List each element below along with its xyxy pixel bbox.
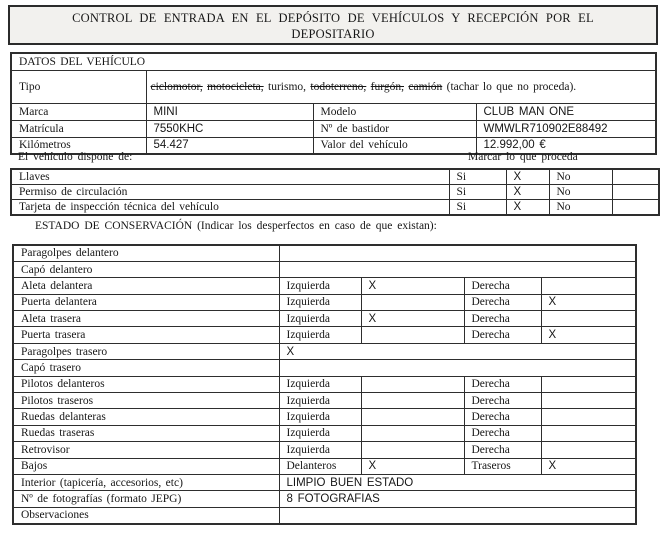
valor-value: 12.992,00 € bbox=[476, 137, 656, 154]
left-mark-cell: X bbox=[361, 311, 464, 327]
estado-part-label: Capó trasero bbox=[13, 360, 279, 376]
estado-part-label: Retrovisor bbox=[13, 442, 279, 458]
dispone-row-permiso bbox=[11, 185, 659, 200]
side-label-right: Traseros bbox=[464, 458, 541, 474]
estado-row bbox=[13, 507, 636, 523]
si-label: Si bbox=[449, 169, 506, 185]
side-label-right: Derecha bbox=[464, 311, 541, 327]
form-title-box bbox=[8, 5, 658, 45]
estado-table bbox=[12, 244, 637, 525]
dispone-row-tarjeta bbox=[11, 200, 659, 216]
bastidor-value: WMWLR710902E88492 bbox=[476, 120, 656, 137]
bastidor-label: Nº de bastidor bbox=[313, 120, 476, 137]
left-mark-cell: X bbox=[361, 278, 464, 294]
left-mark-cell: X bbox=[361, 458, 464, 474]
estado-merged-value bbox=[279, 360, 636, 376]
valor-label: Valor del vehículo bbox=[313, 137, 476, 154]
modelo-value: CLUB MAN ONE bbox=[476, 103, 656, 120]
estado-part-label: Aleta trasera bbox=[13, 311, 279, 327]
estado-row bbox=[13, 425, 636, 441]
tipo-option-todoterreno: todoterreno, bbox=[310, 80, 367, 93]
marca-value: MINI bbox=[146, 103, 313, 120]
section-title-datos-del-vehiculo: DATOS DEL VEHÍCULO bbox=[11, 53, 656, 70]
estado-part-label: Puerta trasera bbox=[13, 327, 279, 343]
estado-part-label: Observaciones bbox=[13, 507, 279, 523]
side-label-left: Izquierda bbox=[279, 376, 361, 392]
dispone-row-llaves bbox=[11, 169, 659, 185]
dispone-item-label: Llaves bbox=[11, 169, 449, 185]
side-label-left: Izquierda bbox=[279, 409, 361, 425]
fotografias-value: 8 FOTOGRAFIAS bbox=[279, 491, 636, 507]
estado-row bbox=[13, 245, 636, 261]
estado-section-heading: ESTADO DE CONSERVACIÓN (Indicar los desperfectos en caso de que existan): bbox=[35, 220, 437, 232]
right-mark-cell: X bbox=[541, 327, 636, 343]
left-mark-cell bbox=[361, 442, 464, 458]
left-mark-cell bbox=[361, 294, 464, 310]
interior-value: LIMPIO BUEN ESTADO bbox=[279, 474, 636, 490]
estado-part-label: Pilotos delanteros bbox=[13, 376, 279, 392]
dispone-table bbox=[10, 168, 660, 216]
estado-part-label: Paragolpes trasero bbox=[13, 343, 279, 359]
side-label-right: Derecha bbox=[464, 442, 541, 458]
left-mark-cell bbox=[361, 376, 464, 392]
marcar-heading: Marcar lo que proceda bbox=[468, 151, 578, 163]
right-mark-cell: X bbox=[541, 294, 636, 310]
estado-part-label: Nº de fotografías (formato JEPG) bbox=[13, 491, 279, 507]
tipo-options-cell bbox=[146, 70, 656, 103]
tipo-note: (tachar lo que no proceda). bbox=[446, 80, 577, 93]
estado-part-label: Pilotos traseros bbox=[13, 393, 279, 409]
tipo-option-ciclomotor: ciclomotor, bbox=[150, 80, 203, 93]
tipo-option-furgon: furgón, bbox=[370, 80, 404, 93]
marca-label: Marca bbox=[11, 103, 146, 120]
estado-part-label: Capó delantero bbox=[13, 261, 279, 277]
estado-row bbox=[13, 409, 636, 425]
left-mark-cell bbox=[361, 393, 464, 409]
estado-part-label: Ruedas traseras bbox=[13, 425, 279, 441]
right-mark-cell: X bbox=[541, 458, 636, 474]
estado-merged-value bbox=[279, 245, 636, 261]
right-mark-cell bbox=[541, 311, 636, 327]
estado-merged-value: X bbox=[279, 343, 636, 359]
estado-part-label: Ruedas delanteras bbox=[13, 409, 279, 425]
modelo-label: Modelo bbox=[313, 103, 476, 120]
side-label-left: Izquierda bbox=[279, 294, 361, 310]
observaciones-value bbox=[279, 507, 636, 523]
estado-merged-value bbox=[279, 261, 636, 277]
right-mark-cell bbox=[541, 409, 636, 425]
dispone-item-label: Permiso de circulación bbox=[11, 185, 449, 200]
form-title-line1: CONTROL DE ENTRADA EN EL DEPÓSITO DE VEHÍCULOS Y RECEPCIÓN POR EL bbox=[72, 11, 594, 25]
matricula-label: Matrícula bbox=[11, 120, 146, 137]
si-label: Si bbox=[449, 200, 506, 216]
vehicle-data-table bbox=[10, 52, 657, 155]
side-label-left: Izquierda bbox=[279, 442, 361, 458]
no-label: No bbox=[549, 185, 612, 200]
si-label: Si bbox=[449, 185, 506, 200]
tipo-label: Tipo bbox=[11, 70, 146, 103]
right-mark-cell bbox=[541, 425, 636, 441]
side-label-right: Derecha bbox=[464, 294, 541, 310]
estado-row bbox=[13, 278, 636, 294]
estado-row bbox=[13, 376, 636, 392]
estado-row bbox=[13, 294, 636, 310]
estado-row bbox=[13, 474, 636, 490]
right-mark-cell bbox=[541, 442, 636, 458]
estado-part-label: Interior (tapicería, accesorios, etc) bbox=[13, 474, 279, 490]
estado-row bbox=[13, 261, 636, 277]
left-mark-cell bbox=[361, 409, 464, 425]
estado-row bbox=[13, 491, 636, 507]
side-label-right: Derecha bbox=[464, 376, 541, 392]
right-mark-cell bbox=[541, 393, 636, 409]
side-label-right: Derecha bbox=[464, 327, 541, 343]
estado-row bbox=[13, 393, 636, 409]
estado-part-label: Bajos bbox=[13, 458, 279, 474]
no-checkbox-mark bbox=[612, 200, 659, 216]
estado-part-label: Aleta delantera bbox=[13, 278, 279, 294]
form-title-line2: DEPOSITARIO bbox=[291, 27, 375, 41]
side-label-right: Derecha bbox=[464, 278, 541, 294]
side-label-right: Derecha bbox=[464, 393, 541, 409]
no-label: No bbox=[549, 200, 612, 216]
si-checkbox-mark: X bbox=[506, 185, 549, 200]
left-mark-cell bbox=[361, 425, 464, 441]
kilometros-label: Kilómetros bbox=[11, 137, 146, 154]
dispone-heading: El vehículo dispone de: bbox=[18, 151, 133, 163]
side-label-left: Izquierda bbox=[279, 278, 361, 294]
side-label-left: Izquierda bbox=[279, 425, 361, 441]
dispone-item-label: Tarjeta de inspección técnica del vehículo bbox=[11, 200, 449, 216]
estado-row bbox=[13, 458, 636, 474]
estado-row bbox=[13, 311, 636, 327]
left-mark-cell bbox=[361, 327, 464, 343]
side-label-right: Derecha bbox=[464, 425, 541, 441]
tipo-option-turismo: turismo, bbox=[268, 80, 307, 93]
tipo-option-motocicleta: motocicleta, bbox=[207, 80, 264, 93]
estado-part-label: Puerta delantera bbox=[13, 294, 279, 310]
kilometros-value: 54.427 bbox=[146, 137, 313, 154]
side-label-left: Izquierda bbox=[279, 327, 361, 343]
side-label-right: Derecha bbox=[464, 409, 541, 425]
right-mark-cell bbox=[541, 278, 636, 294]
matricula-value: 7550KHC bbox=[146, 120, 313, 137]
no-label: No bbox=[549, 169, 612, 185]
estado-row bbox=[13, 442, 636, 458]
no-checkbox-mark bbox=[612, 185, 659, 200]
si-checkbox-mark: X bbox=[506, 200, 549, 216]
estado-part-label: Paragolpes delantero bbox=[13, 245, 279, 261]
tipo-option-camion: camión bbox=[408, 80, 443, 93]
right-mark-cell bbox=[541, 376, 636, 392]
side-label-left: Izquierda bbox=[279, 311, 361, 327]
estado-row bbox=[13, 327, 636, 343]
si-checkbox-mark: X bbox=[506, 169, 549, 185]
side-label-left: Delanteros bbox=[279, 458, 361, 474]
side-label-left: Izquierda bbox=[279, 393, 361, 409]
estado-row bbox=[13, 360, 636, 376]
estado-row bbox=[13, 343, 636, 359]
no-checkbox-mark bbox=[612, 169, 659, 185]
